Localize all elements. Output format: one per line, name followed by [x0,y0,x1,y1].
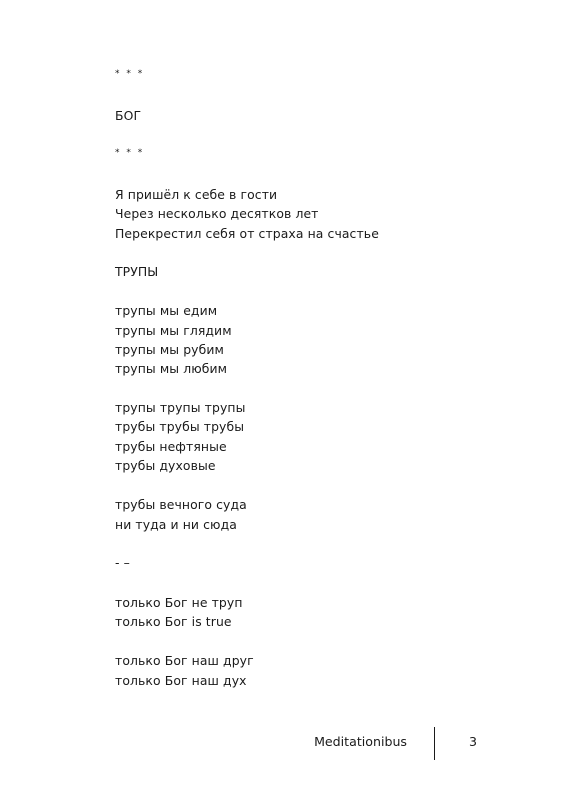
poem-line: трубы трубы трубы [115,419,245,434]
poem-line: только Бог наш дух [115,673,247,688]
poem-line: только Бог не труп [115,595,243,610]
poem-line: трупы мы рубим [115,342,224,357]
dash-separator: - – [115,555,130,570]
poem-line: Через несколько десятков лет [115,206,319,221]
poem-line: трупы мы едим [115,303,218,318]
poem-line: Перекрестил себя от страха на счастье [115,226,379,241]
poem-line: трупы мы глядим [115,323,232,338]
poem-line: трубы духовые [115,458,216,473]
poem-title: ТРУПЫ [115,264,159,279]
section-divider: * * * [115,69,145,79]
page-number: 3 [469,734,478,749]
poem-line: трубы нефтяные [115,439,227,454]
poem-line: трупы трупы трупы [115,400,246,415]
footer-book-title: Meditationibus [314,734,407,749]
footer-divider [434,727,435,760]
poem-line: трупы мы любим [115,361,228,376]
section-title: БОГ [115,108,142,123]
poem-line: только Бог наш друг [115,653,254,668]
poem-line: Я пришёл к себе в гости [115,187,278,202]
poem-line: ни туда и ни сюда [115,517,237,532]
section-divider: * * * [115,148,145,158]
poem-line: только Бог is true [115,614,232,629]
poem-line: трубы вечного суда [115,497,247,512]
